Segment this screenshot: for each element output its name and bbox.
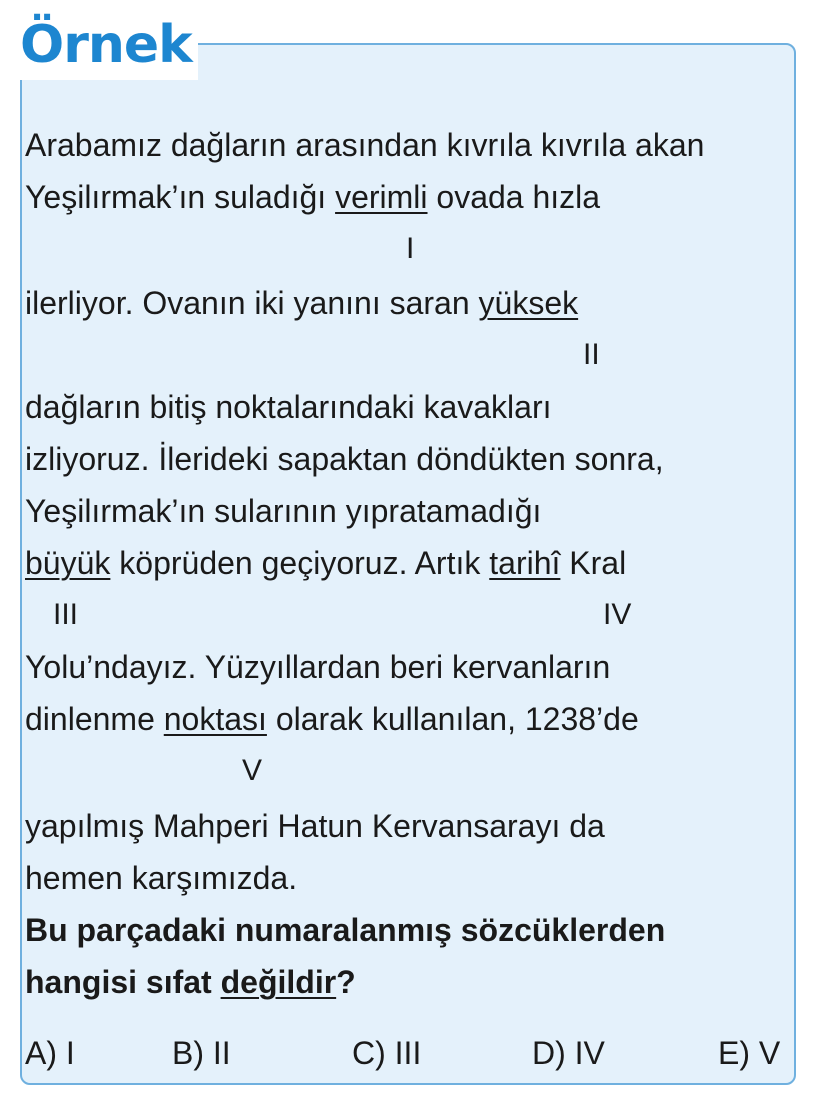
passage-line-9 [25, 699, 639, 739]
passage-line-7-post: Kral [560, 545, 627, 581]
example-heading: Örnek [20, 10, 198, 80]
passage-line-3-pre: ilerliyor. Ovanın iki yanını saran [25, 285, 479, 321]
question-line-2-pre: hangisi sıfat [25, 964, 221, 1000]
numeral-4: IV [603, 598, 632, 631]
passage-line-1: Arabamız dağların arasından kıvrıla kıvrıla akan [25, 127, 705, 163]
word-buyuk: büyük [25, 545, 111, 581]
word-yuksek: yüksek [478, 285, 579, 321]
passage-line-3 [25, 283, 578, 323]
option-c[interactable]: C) III [352, 1035, 422, 1071]
passage-line-7-mid: köprüden geçiyoruz. Artık [110, 545, 490, 581]
passage-line-9-pre: dinlenme [25, 701, 164, 737]
option-d[interactable]: D) IV [532, 1035, 605, 1071]
passage-line-2-pre: Yeşilırmak’ın suladığı [25, 179, 336, 215]
passage-line-6: Yeşilırmak’ın sularının yıpratamadığı [25, 493, 542, 529]
passage-line-5: izliyoruz. İlerideki sapaktan döndükten sonra, [25, 441, 664, 477]
passage-line-11: hemen karşımızda. [25, 860, 298, 896]
numeral-1: I [406, 232, 415, 265]
passage-line-4: dağların bitiş noktalarındaki kavakları [25, 389, 552, 425]
passage-line-10: yapılmış Mahperi Hatun Kervansarayı da [25, 808, 605, 844]
passage-line-2-post: ovada hızla [427, 179, 601, 215]
question-line-2 [25, 962, 356, 1002]
passage-line-9-post: olarak kullanılan, 1238’de [266, 701, 639, 737]
question-emphasis: değildir [220, 964, 337, 1000]
question-line-2-post: ? [336, 964, 356, 1000]
question-line-1: Bu parçadaki numaralanmış sözcüklerden [25, 912, 666, 948]
numeral-3: III [53, 598, 79, 631]
passage-line-8: Yolu’ndayız. Yüzyıllardan beri kervanların [25, 649, 611, 685]
numeral-5: V [242, 754, 263, 787]
option-e[interactable]: E) V [718, 1035, 781, 1071]
word-verimli: verimli [335, 179, 428, 215]
word-noktasi: noktası [163, 701, 267, 737]
passage-line-2 [25, 177, 600, 217]
option-b[interactable]: B) II [172, 1035, 231, 1071]
passage-line-7 [25, 543, 626, 583]
numeral-2: II [583, 338, 600, 371]
option-a[interactable]: A) I [25, 1035, 75, 1071]
word-tarihi: tarihî [489, 545, 561, 581]
